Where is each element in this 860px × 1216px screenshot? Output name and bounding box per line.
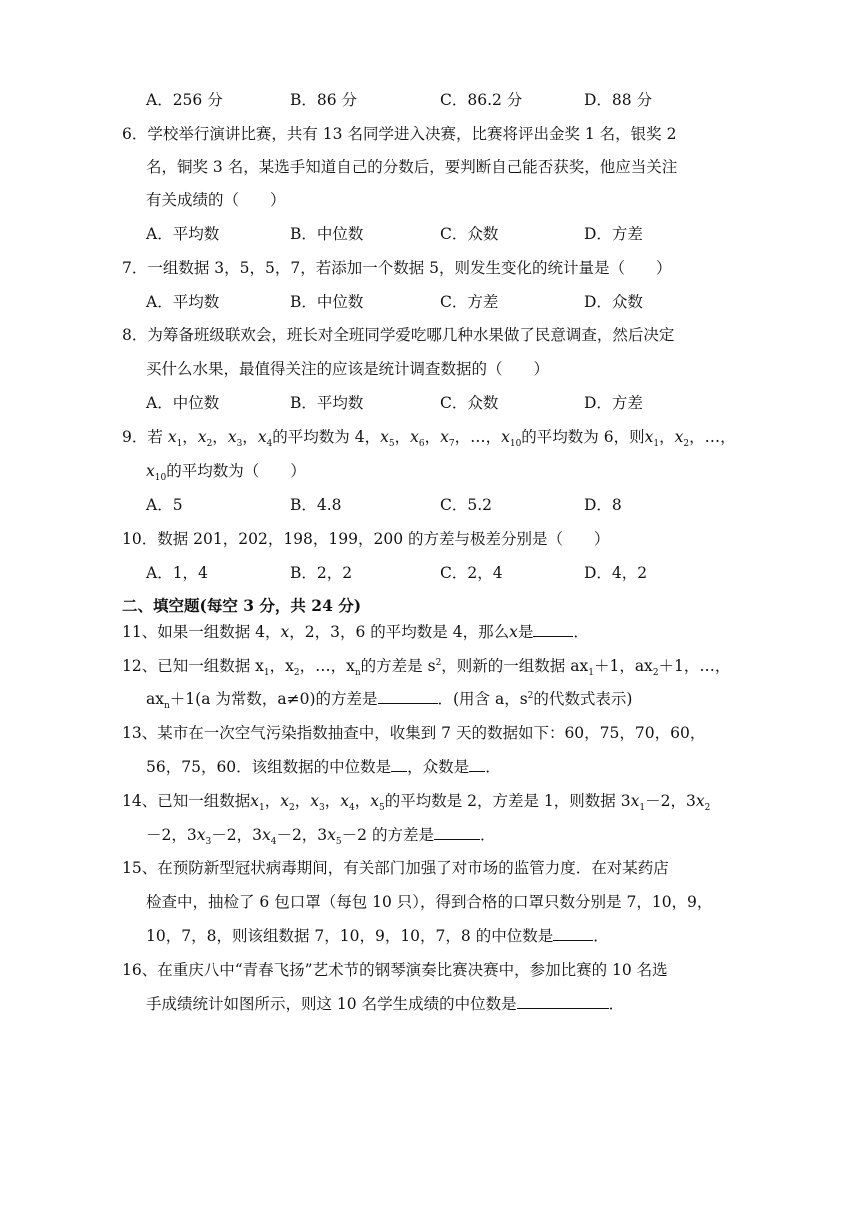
q12-line2a: ax bbox=[146, 690, 164, 708]
q11-line-1: 11、如果一组数据 4，x，2，3，6 的平均数是 4，那么x是 ． bbox=[122, 623, 589, 641]
q8-option-c: C．众数 bbox=[440, 394, 499, 412]
q9-line-1: 9．若 $x_1$，$x_2$，$x_3$，$x_4$的平均数为 4，$x_5$，$x_6$，$x_7$，…，$x_{10}$的平均数为 6，则$x_1$，$x_2$，…， bbox=[122, 428, 736, 450]
q16-line-2 bbox=[146, 994, 624, 1014]
q16-line2a: 手成绩统计如图所示，则这 10 名学生成绩的中位数是 bbox=[146, 995, 517, 1013]
q12-line-1: 12、已知一组数据 $x_1$，$x_2$，…，$x_n$的方差是 $s^2$，则新的一组数据 $ax_1+1$，$ax_2+1$，…， bbox=[122, 657, 731, 679]
q13-line2a: 56，75，60．该组数据的中位数是 bbox=[146, 758, 392, 776]
q5-option-d: D．88 分 bbox=[584, 91, 653, 109]
q13-line2c: ． bbox=[485, 758, 501, 776]
q12-prefix: 12、已知一组数据 x bbox=[122, 657, 264, 675]
q9-mid-2: 的平均数为 6，则 bbox=[521, 428, 645, 446]
q7-option-b: B．中位数 bbox=[290, 293, 364, 311]
q10-option-c: C．2，4 bbox=[440, 564, 503, 582]
q12-line-2: $ax_n+1(a$ 为常数，a≠0)的方差是 ．(用含 a，$s^2$的代数式表示) bbox=[146, 690, 633, 712]
q11-mid: ，2，3，6 的平均数是 4，那么 bbox=[289, 623, 510, 641]
q6-line-1: 6．学校举行演讲比赛，共有 13 名同学进入决赛，比赛将评出金奖 1 名，银奖 2 bbox=[122, 125, 677, 143]
q15-line3a: 10，7，8，则该组数据 7，10，9，10，7，8 的中位数是 bbox=[146, 927, 554, 945]
q13-line2b: ，众数是 bbox=[407, 758, 470, 776]
q10-option-b: B．2，2 bbox=[290, 564, 353, 582]
q6-option-c: C．众数 bbox=[440, 225, 499, 243]
q9-prefix: 9．若 bbox=[122, 428, 163, 446]
q8-line-1: 8．为筹备班级联欢会，班长对全班同学爱吃哪几种水果做了民意调查，然后决定 bbox=[122, 326, 675, 344]
q12-answer-blank[interactable] bbox=[378, 689, 438, 704]
q11-answer-blank[interactable] bbox=[533, 622, 573, 637]
q13-line-2 bbox=[146, 757, 501, 777]
q13-mode-blank[interactable] bbox=[469, 757, 485, 772]
q15-line-1: 15、在预防新型冠状病毒期间，有关部门加强了对市场的监管力度．在对某药店 bbox=[122, 859, 669, 877]
q10-line-1: 10．数据 201，202，198，199，200 的方差与极差分别是（ ） bbox=[122, 530, 610, 548]
q7-option-c: C．方差 bbox=[440, 293, 499, 311]
q14-line-1: 14、已知一组数据$x_1$，$x_2$，$x_3$，$x_4$，$x_5$的平均数是 2，方差是 1，则数据 $3x_1-2$，$3x_2$ bbox=[122, 792, 711, 814]
q14-end: ． bbox=[479, 826, 496, 844]
q7-option-a: A．平均数 bbox=[146, 293, 220, 311]
q6-line-3: 有关成绩的（ ） bbox=[146, 191, 286, 209]
q14-prefix: 14、已知一组数据 bbox=[122, 792, 251, 810]
q15-line3b: ． bbox=[593, 927, 609, 945]
q6-line-2: 名，铜奖 3 名，某选手知道自己的分数后，要判断自己能否获奖，他应当关注 bbox=[146, 158, 678, 176]
q8-option-a: A．中位数 bbox=[146, 394, 220, 412]
q11-tail: 是 bbox=[517, 623, 534, 641]
q16-answer-blank[interactable] bbox=[517, 994, 609, 1009]
q6-option-d: D．方差 bbox=[584, 225, 643, 243]
q15-line-2: 检查中，抽检了 6 包口罩（每包 10 只），得到合格的口罩只数分别是 7，10，9， bbox=[146, 893, 713, 911]
q9-line-2: $x_{10}$的平均数为（ ） bbox=[146, 462, 306, 484]
q6-option-a: A．平均数 bbox=[146, 225, 220, 243]
q5-option-b: B．86 分 bbox=[290, 91, 358, 109]
q11-end: ． bbox=[573, 623, 589, 641]
q14-line-2: －2，$3x_3-2$，$3x_4-2$，$3x_5-2$ 的方差是 ． bbox=[146, 826, 496, 848]
q8-option-d: D．方差 bbox=[584, 394, 643, 412]
q7-option-d: D．众数 bbox=[584, 293, 643, 311]
q9-mid-1: 的平均数为 4， bbox=[272, 428, 381, 446]
q12-line2c: ．(用含 a，s bbox=[437, 690, 528, 708]
q12-line2b: ＋1(a 为常数，a≠0)的方差是 bbox=[169, 690, 378, 708]
q8-option-b: B．平均数 bbox=[290, 394, 364, 412]
q10-option-d: D．4，2 bbox=[584, 564, 648, 582]
q16-line-1: 16、在重庆八中“青春飞扬”艺术节的钢琴演奏比赛决赛中，参加比赛的 10 名选 bbox=[122, 961, 668, 979]
q6-option-b: B．中位数 bbox=[290, 225, 364, 243]
q12-tail: ，则新的一组数据 ax bbox=[441, 657, 589, 675]
q13-line-1: 13、某市在一次空气污染指数抽查中，收集到 7 天的数据如下：60，75，70，60， bbox=[122, 724, 706, 742]
q11-prefix: 11、如果一组数据 4， bbox=[122, 623, 281, 641]
q10-option-a: A．1，4 bbox=[146, 564, 208, 582]
q5-option-c: C．86.2 分 bbox=[440, 91, 523, 109]
q8-line-2: 买什么水果，最值得关注的应该是统计调查数据的（ ） bbox=[146, 360, 550, 378]
q14-line2tail: 的方差是 bbox=[371, 826, 434, 844]
section-2-title: 二、填空题(每空 3 分，共 24 分) bbox=[122, 596, 362, 615]
q13-median-blank[interactable] bbox=[391, 757, 407, 772]
q9-option-d: D．8 bbox=[584, 496, 622, 514]
q14-answer-blank[interactable] bbox=[434, 825, 480, 840]
q7-line-1: 7．一组数据 3，5，5，7，若添加一个数据 5，则发生变化的统计量是（ ） bbox=[122, 259, 672, 277]
q9-option-a: A．5 bbox=[146, 496, 183, 514]
q15-answer-blank[interactable] bbox=[553, 926, 593, 941]
q12-line2d: 的代数式表示) bbox=[533, 690, 633, 708]
q15-line-3 bbox=[146, 926, 609, 946]
q12-mid: 的方差是 s bbox=[360, 657, 436, 675]
q14-mid: 的平均数是 2，方差是 1，则数据 3 bbox=[384, 792, 631, 810]
q9-option-b: B．4.8 bbox=[290, 496, 342, 514]
q9-tail: 的平均数为（ ） bbox=[166, 462, 306, 480]
q9-option-c: C．5.2 bbox=[440, 496, 493, 514]
q5-option-a: A．256 分 bbox=[146, 91, 223, 109]
q16-line2b: ． bbox=[608, 995, 625, 1013]
